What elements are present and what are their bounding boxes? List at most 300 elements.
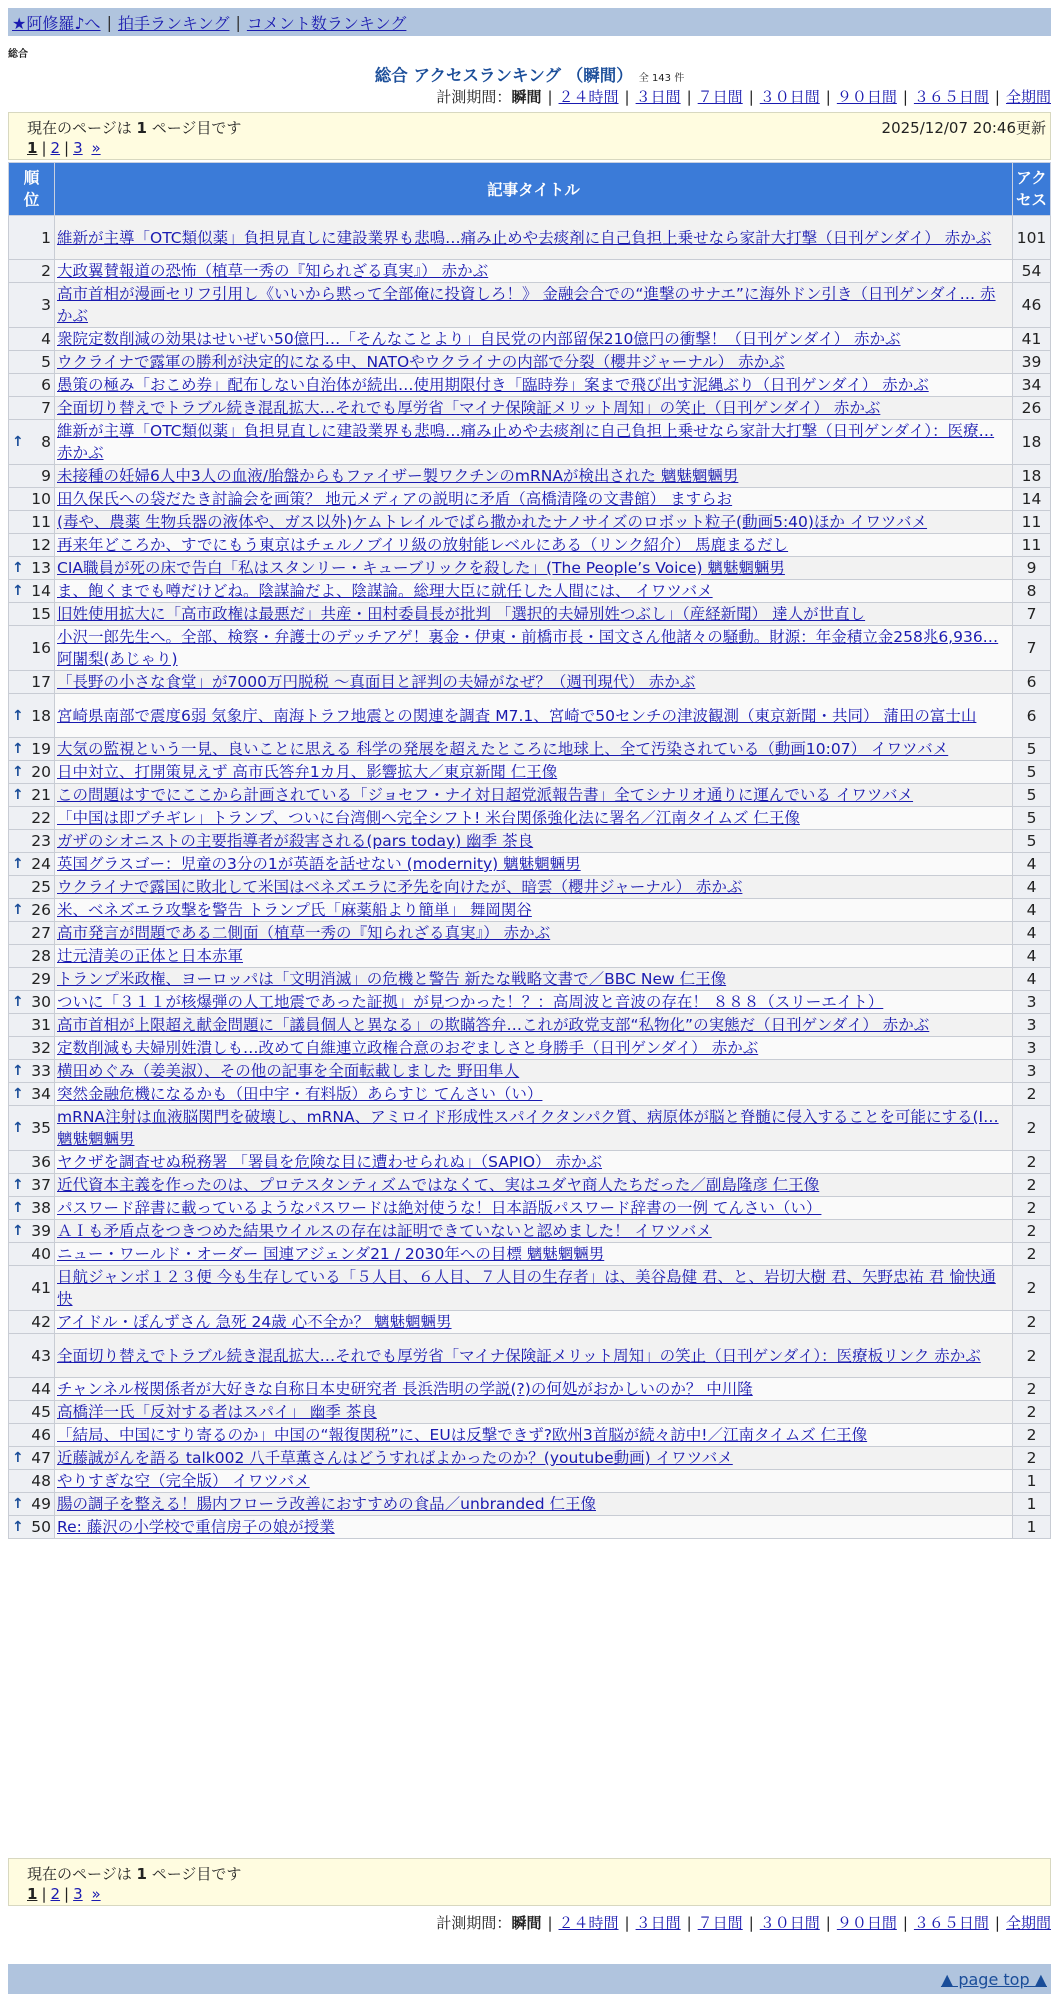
rank-number: 42 [31, 1313, 51, 1331]
title-cell [55, 968, 1013, 991]
article-link[interactable]: 再来年どころか、すでにもう東京はチェルノブイリ級の放射能レベルにある（リンク紹介） 馬鹿まるだし [57, 536, 789, 554]
rank-cell [9, 580, 55, 603]
page-links [27, 139, 101, 157]
rank-number: 15 [31, 605, 51, 623]
title-cell [55, 351, 1013, 374]
updated-timestamp: 2025/12/07 20:46更新 [881, 119, 1046, 137]
period-option[interactable]: ３６５日間 [913, 1914, 989, 1932]
access-count: 4 [1013, 945, 1051, 968]
rank-cell [9, 1060, 55, 1083]
arrow-up-icon: ↑ [12, 1177, 24, 1193]
comment-ranking-link[interactable]: コメント数ランキング [246, 13, 407, 33]
period-separator: | [547, 88, 553, 106]
article-link[interactable]: mRNA注射は血液脳関門を破壊し、mRNA、アミロイド形成性スパイクタンパク質、病原体が脳と脊髄に侵入することを可能にする(I… 魑魅魍魎男 [57, 1108, 999, 1148]
article-link[interactable]: チャンネル桜関係者が大好きな自称日本史研究者 長浜浩明の学説(?)の何処がおかしいのか？ 中川隆 [57, 1380, 753, 1398]
title-cell [55, 1266, 1013, 1311]
arrow-up-icon: ↑ [12, 1120, 24, 1136]
table-row [9, 1493, 1051, 1516]
access-count: 2 [1013, 1266, 1051, 1311]
rank-number: 17 [31, 673, 51, 691]
next-page-link[interactable]: » [91, 1885, 101, 1903]
title-cell [55, 397, 1013, 420]
rank-cell [9, 1334, 55, 1378]
rank-number: 50 [31, 1518, 51, 1536]
period-separator: | [994, 88, 1000, 106]
article-link[interactable]: 突然金融危機になるかも（田中宇・有料版）あらすじ てんさい（い） [57, 1085, 543, 1103]
category-label: 総合 [8, 49, 28, 60]
access-count: 4 [1013, 968, 1051, 991]
title-cell [55, 1311, 1013, 1334]
article-link[interactable]: 全面切り替えでトラブル続き混乱拡大…それでも厚労省「マイナ保険証メリット周知」の笑止（日刊ゲンダイ） 赤かぶ [57, 399, 881, 417]
table-row [9, 465, 1051, 488]
title-cell [55, 534, 1013, 557]
rank-number: 25 [31, 878, 51, 896]
title-cell [55, 853, 1013, 876]
rank-cell [9, 1243, 55, 1266]
table-row [9, 374, 1051, 397]
access-count: 14 [1013, 488, 1051, 511]
access-count: 2 [1013, 1106, 1051, 1151]
page-link[interactable]: 3 [73, 1885, 83, 1903]
article-link[interactable]: 辻元清美の正体と日本赤軍 [57, 947, 244, 965]
rank-cell [9, 1470, 55, 1493]
table-row [9, 1424, 1051, 1447]
arrow-up-icon: ↑ [12, 1223, 24, 1239]
title-cell [55, 671, 1013, 694]
rank-number: 32 [31, 1039, 51, 1057]
table-row [9, 1014, 1051, 1037]
rank-cell [9, 603, 55, 626]
title-cell [55, 580, 1013, 603]
access-count: 1 [1013, 1516, 1051, 1539]
rank-number: 29 [31, 970, 51, 988]
period-option[interactable]: ７日間 [697, 1914, 743, 1932]
page-link[interactable]: 2 [50, 1885, 61, 1903]
period-option[interactable]: ９０日間 [836, 1914, 897, 1932]
article-link[interactable]: ついに「３１１が核爆弾の人工地震であった証拠」が見つかった！？：高周波と音波の存在！ ８８８（スリーエイト） [57, 993, 884, 1011]
rank-number: 12 [31, 536, 51, 554]
rank-number: 36 [31, 1153, 51, 1171]
title-cell [55, 1378, 1013, 1401]
rank-number: 9 [41, 467, 51, 485]
title-cell [55, 1516, 1013, 1539]
arrow-up-icon: ↑ [12, 434, 24, 450]
article-link[interactable]: 田久保氏への袋だたき討論会を画策？ 地元メディアの説明に矛盾（高橋清隆の文書館） ますらお [57, 490, 733, 508]
table-row [9, 511, 1051, 534]
article-link[interactable]: ウクライナで露軍の勝利が決定的になる中、NATOやウクライナの内部で分裂（櫻井ジャーナル） 赤かぶ [57, 353, 785, 371]
period-option[interactable]: ７日間 [697, 88, 743, 106]
access-count: 2 [1013, 1151, 1051, 1174]
article-link[interactable]: 日航ジャンボ１２３便 今も生存している「５人目、６人目、７人目の生存者」は、美谷島健 君、と、岩切大樹 君、矢野忠祐 君 愉快通快 [57, 1268, 996, 1308]
rank-cell [9, 1447, 55, 1470]
table-row [9, 1447, 1051, 1470]
access-count: 7 [1013, 603, 1051, 626]
article-link[interactable]: アイドル・ぽんずさん 急死 24歳 心不全か？ 魑魅魍魎男 [57, 1313, 452, 1331]
rank-cell [9, 738, 55, 761]
title-cell [55, 1401, 1013, 1424]
rank-number: 26 [31, 901, 51, 919]
arrow-up-icon: ↑ [12, 764, 24, 780]
rank-number: 45 [31, 1403, 51, 1421]
rank-number: 46 [31, 1426, 51, 1444]
title-cell [55, 899, 1013, 922]
article-link[interactable]: 高市首相が上限超え献金問題に「議員個人と異なる」の欺瞞答弁…これが政党支部“私物化”の実態だ（日刊ゲンダイ） 赤かぶ [57, 1016, 930, 1034]
arrow-up-icon: ↑ [12, 994, 24, 1010]
article-link[interactable]: 宮崎県南部で震度6弱 気象庁、南海トラフ地震との関連を調査 M7.1、宮崎で50センチの津波観測（東京新聞・共同） 蒲田の富士山 [57, 706, 977, 725]
table-row [9, 283, 1051, 328]
access-count: 1 [1013, 1493, 1051, 1516]
access-count: 11 [1013, 511, 1051, 534]
article-link[interactable]: 米、ベネズエラ攻撃を警告 トランプ氏「麻薬船より簡単」 舞岡関谷 [57, 901, 532, 919]
access-count: 11 [1013, 534, 1051, 557]
article-link[interactable]: やりすぎな空（完全版） イワツバメ [57, 1472, 310, 1490]
period-label: 計測期間： [436, 88, 512, 106]
table-row [9, 351, 1051, 374]
title-cell [55, 374, 1013, 397]
page-separator: | [41, 1885, 47, 1903]
rank-number: 14 [31, 582, 51, 600]
access-count: 34 [1013, 374, 1051, 397]
article-link[interactable]: ガザのシオニストの主要指導者が殺害される(pars today) 幽季 茶良 [57, 832, 534, 850]
rank-number: 40 [31, 1245, 51, 1263]
rank-cell [9, 853, 55, 876]
article-link[interactable]: 「長野の小さな食堂」が7000万円脱税 ～真面目と評判の夫婦がなぜ？（週刊現代） 赤かぶ [57, 673, 696, 691]
rank-number: 35 [31, 1119, 51, 1137]
table-row [9, 626, 1051, 671]
period-separator: | [748, 1914, 754, 1932]
rank-number: 43 [31, 1346, 51, 1365]
access-count: 3 [1013, 1037, 1051, 1060]
rank-cell [9, 397, 55, 420]
article-link[interactable]: (毒や、農薬 生物兵器の液体や、ガス以外)ケムトレイルでばら撒かれたナノサイズのロボット粒子(動画5:40)ほか イワツバメ [57, 513, 928, 531]
rank-number: 24 [31, 855, 51, 873]
page-separator: | [41, 139, 47, 157]
table-row [9, 1243, 1051, 1266]
article-link[interactable]: 維新が主導「OTC類似薬」負担見直しに建設業界も悲鳴…痛み止めや去痰剤に自己負担上乗せなら家計大打撃（日刊ゲンダイ）：医療… 赤かぶ [57, 422, 995, 462]
article-link[interactable]: 維新が主導「OTC類似薬」負担見直しに建設業界も悲鳴…痛み止めや去痰剤に自己負担上乗せなら家計大打撃（日刊ゲンダイ） 赤かぶ [57, 228, 992, 247]
access-count: 2 [1013, 1334, 1051, 1378]
table-row [9, 945, 1051, 968]
rank-number: 30 [31, 993, 51, 1011]
table-row [9, 694, 1051, 738]
title-cell [55, 807, 1013, 830]
access-count: 46 [1013, 283, 1051, 328]
rank-cell [9, 1220, 55, 1243]
article-link[interactable]: 日中対立、打開策見えず 高市氏答弁1カ月、影響拡大／東京新聞 仁王像 [57, 763, 558, 781]
period-separator: | [624, 1914, 630, 1932]
access-count: 101 [1013, 216, 1051, 260]
rank-number: 8 [41, 433, 51, 451]
article-link[interactable]: トランプ米政権、ヨーロッパは「文明消滅」の危機と警告 新たな戦略文書で／BBC New 仁王像 [57, 970, 727, 988]
access-count: 54 [1013, 260, 1051, 283]
page-link[interactable]: 3 [73, 139, 83, 157]
rank-cell [9, 626, 55, 671]
table-row [9, 260, 1051, 283]
article-link[interactable]: ヤクザを調査せぬ税務署 「署員を危険な目に遭わせられぬ」（SAPIO） 赤かぶ [57, 1153, 602, 1171]
period-separator: | [902, 1914, 908, 1932]
table-row [9, 830, 1051, 853]
rank-number: 39 [31, 1222, 51, 1240]
page-separator: | [64, 1885, 70, 1903]
article-link[interactable]: 高橋洋一氏「反対する者はスパイ」 幽季 茶良 [57, 1403, 377, 1421]
access-count: 2 [1013, 1243, 1051, 1266]
article-link[interactable]: 小沢一郎先生へ。全部、検察・弁護士のデッチアゲ！裏金・伊東・前橋市長・国文さん他諸々の騒動。財源：年金積立金258兆6,936… 阿闍梨(あじゃり) [57, 628, 999, 668]
access-count: 2 [1013, 1197, 1051, 1220]
title-cell [55, 1470, 1013, 1493]
rank-cell [9, 991, 55, 1014]
table-row [9, 580, 1051, 603]
period-option[interactable]: ９０日間 [836, 88, 897, 106]
rank-number: 47 [31, 1449, 51, 1467]
period-option[interactable]: ３０日間 [759, 1914, 820, 1932]
table-row [9, 397, 1051, 420]
rank-number: 19 [31, 740, 51, 758]
period-separator: | [825, 88, 831, 106]
access-count: 2 [1013, 1083, 1051, 1106]
rank-cell [9, 1311, 55, 1334]
table-header-row [9, 163, 1051, 216]
period-option[interactable]: 全期間 [1005, 88, 1051, 106]
rank-cell [9, 671, 55, 694]
rank-cell [9, 283, 55, 328]
title-cell [55, 694, 1013, 738]
access-count: 5 [1013, 830, 1051, 853]
rank-cell [9, 488, 55, 511]
title-cell [55, 511, 1013, 534]
rank-number: 44 [31, 1380, 51, 1398]
rank-number: 37 [31, 1176, 51, 1194]
title-cell [55, 1243, 1013, 1266]
article-link[interactable]: 横田めぐみ（姜美淑）、その他の記事を全面転載しました 野田隼人 [57, 1062, 520, 1080]
table-row [9, 1470, 1051, 1493]
period-option[interactable]: ３０日間 [759, 88, 820, 106]
access-count: 4 [1013, 899, 1051, 922]
article-link[interactable]: 高市首相が漫画セリフ引用し《いいから黙って全部俺に投資しろ！》 金融会合での“進撃のサナエ”に海外ドン引き（日刊ゲンダイ… 赤かぶ [57, 285, 996, 325]
rank-number: 28 [31, 947, 51, 965]
rank-number: 38 [31, 1199, 51, 1217]
article-link[interactable]: 愚策の極み「おこめ券」配布しない自治体が続出…使用期限付き「臨時券」案まで飛び出す泥縄ぶり（日刊ゲンダイ） 赤かぶ [57, 376, 929, 394]
period-option[interactable]: ３日間 [635, 88, 681, 106]
arrow-up-icon: ↑ [12, 1519, 24, 1535]
article-link[interactable]: 衆院定数削減の効果はせいぜい50億円…「そんなことより」自民党の内部留保210億円の衝撃！（日刊ゲンダイ） 赤かぶ [57, 330, 901, 348]
article-link[interactable]: 近藤誠がんを語る talk002 八千草薫さんはどうすればよかったのか？(youtube動画) イワツバメ [57, 1449, 733, 1467]
period-option[interactable]: ３６５日間 [913, 88, 989, 106]
article-link[interactable]: 腸の調子を整える！腸内フローラ改善におすすめの食品／unbranded 仁王像 [57, 1495, 596, 1513]
table-row [9, 1060, 1051, 1083]
access-count: 5 [1013, 807, 1051, 830]
access-count: 2 [1013, 1174, 1051, 1197]
rank-cell [9, 557, 55, 580]
access-count: 18 [1013, 420, 1051, 465]
table-row [9, 738, 1051, 761]
rank-number: 41 [31, 1279, 51, 1297]
period-option[interactable]: 全期間 [1005, 1914, 1051, 1932]
rank-number: 3 [41, 296, 51, 314]
article-link[interactable]: ＡＩも矛盾点をつきつめた結果ウイルスの存在は証明できていないと認めました！ イワツバメ [57, 1222, 712, 1240]
table-row [9, 784, 1051, 807]
table-row [9, 899, 1051, 922]
table-row [9, 534, 1051, 557]
access-count: 2 [1013, 1424, 1051, 1447]
article-link[interactable]: 「中国は即ブチギレ」トランプ、ついに台湾側へ完全シフト! 米台関係強化法に署名／江南タイムズ 仁王像 [57, 809, 800, 827]
title-cell [55, 1424, 1013, 1447]
rank-cell [9, 945, 55, 968]
rank-number: 18 [31, 706, 51, 725]
access-count: 2 [1013, 1447, 1051, 1470]
period-option: 瞬間 [511, 88, 542, 106]
arrow-up-icon: ↑ [12, 1063, 24, 1079]
table-row [9, 1311, 1051, 1334]
period-separator: | [902, 88, 908, 106]
title-cell [55, 1060, 1013, 1083]
rank-cell [9, 1401, 55, 1424]
article-link[interactable]: この問題はすでにここから計画されている「ジョセフ・ナイ対日超党派報告書」全てシナリオ通りに運んでいる イワツバメ [57, 786, 914, 804]
rank-cell [9, 260, 55, 283]
page-link[interactable]: 1 [27, 1885, 38, 1903]
ranking-table [8, 162, 1051, 1539]
article-link[interactable]: ウクライナで露国に敗北して米国はベネズエラに矛先を向けたが、暗雲（櫻井ジャーナル） 赤かぶ [57, 878, 743, 896]
article-link[interactable]: 高市発言が問題である二側面（植草一秀の『知られざる真実』） 赤かぶ [57, 924, 551, 942]
rank-cell [9, 784, 55, 807]
table-row [9, 1083, 1051, 1106]
rank-cell [9, 1151, 55, 1174]
period-separator: | [825, 1914, 831, 1932]
access-count: 6 [1013, 671, 1051, 694]
rank-number: 33 [31, 1062, 51, 1080]
table-row [9, 876, 1051, 899]
rank-cell [9, 761, 55, 784]
rank-cell [9, 216, 55, 260]
rank-cell [9, 922, 55, 945]
rank-cell [9, 1106, 55, 1151]
access-header: アクセス [1013, 163, 1051, 216]
article-link[interactable]: ニュー・ワールド・オーダー 国連アジェンダ21 / 2030年への目標 魑魅魍魎男 [57, 1245, 605, 1263]
total-count: 全 143 件 [638, 73, 685, 84]
rank-cell [9, 511, 55, 534]
rank-cell [9, 1174, 55, 1197]
article-link[interactable]: CIA職員が死の床で告白「私はスタンリー・キューブリックを殺した」(The People’s Voice) 魑魅魍魎男 [57, 559, 785, 577]
rank-number: 23 [31, 832, 51, 850]
arrow-up-icon: ↑ [12, 583, 24, 599]
table-row [9, 1174, 1051, 1197]
article-link[interactable]: 大政翼賛報道の恐怖（植草一秀の『知られざる真実』） 赤かぶ [57, 262, 489, 280]
article-link[interactable]: 英国グラスゴー：児童の3分の1が英語を話せない (modernity) 魑魅魍魎男 [57, 855, 581, 873]
table-row [9, 328, 1051, 351]
table-row [9, 603, 1051, 626]
applause-ranking-link[interactable]: 拍手ランキング [117, 13, 230, 33]
article-link[interactable]: 「結局、中国にすり寄るのか」中国の“報復関税”に、EUは反撃できず?欧州3首脳が続々訪中!／江南タイムズ 仁王像 [57, 1426, 868, 1444]
rank-cell [9, 328, 55, 351]
rank-cell [9, 420, 55, 465]
table-row [9, 1151, 1051, 1174]
rank-number: 48 [31, 1472, 51, 1490]
period-option[interactable]: ３日間 [635, 1914, 681, 1932]
title-cell [55, 784, 1013, 807]
title-cell [55, 328, 1013, 351]
access-count: 3 [1013, 1060, 1051, 1083]
rank-cell [9, 1378, 55, 1401]
current-page-text: 現在のページは 1 ページ目です [27, 1865, 242, 1883]
table-row [9, 1106, 1051, 1151]
article-link[interactable]: 未接種の妊婦6人中3人の血液/胎盤からもファイザー製ワクチンのmRNAが検出された 魑魅魍魎男 [57, 467, 739, 485]
access-count: 6 [1013, 694, 1051, 738]
page-link[interactable]: 1 [27, 139, 38, 157]
rank-cell [9, 694, 55, 738]
table-row [9, 1266, 1051, 1311]
rank-cell [9, 807, 55, 830]
table-row [9, 1220, 1051, 1243]
table-row [9, 761, 1051, 784]
next-page-link[interactable]: » [91, 139, 101, 157]
page-top-link[interactable]: ▲ page top ▲ [940, 1970, 1047, 1989]
article-link[interactable]: 旧姓使用拡大に「高市政権は最悪だ」共産・田村委員長が批判 「選択的夫婦別姓つぶし」（産経新聞） 達人が世直し [57, 605, 866, 623]
rank-number: 31 [31, 1016, 51, 1034]
article-link[interactable]: Re: 藤沢の小学校で重信房子の娘が授業 [57, 1518, 335, 1536]
page-link[interactable]: 2 [50, 139, 61, 157]
article-link[interactable]: 近代資本主義を作ったのは、プロテスタンティズムではなくて、実はユダヤ商人たちだった／副島隆彦 仁王像 [57, 1176, 820, 1194]
title-cell [55, 761, 1013, 784]
arrow-up-icon: ↑ [12, 741, 24, 757]
table-row [9, 420, 1051, 465]
title-cell [55, 557, 1013, 580]
rank-cell [9, 876, 55, 899]
rank-number: 27 [31, 924, 51, 942]
title-cell [55, 260, 1013, 283]
title-cell [55, 420, 1013, 465]
title-cell [55, 1037, 1013, 1060]
page-title [0, 62, 1059, 86]
access-count: 4 [1013, 853, 1051, 876]
access-count: 18 [1013, 465, 1051, 488]
table-row [9, 671, 1051, 694]
title-cell [55, 1334, 1013, 1378]
table-row [9, 807, 1051, 830]
access-count: 5 [1013, 738, 1051, 761]
table-row [9, 1378, 1051, 1401]
article-link[interactable]: パスワード辞書に載っているようなパスワードは絶対使うな！日本語版パスワード辞書の一例 てんさい（い） [57, 1199, 822, 1217]
title-cell [55, 603, 1013, 626]
rank-cell [9, 830, 55, 853]
ranking-title: 総合 アクセスランキング （瞬間） [374, 66, 633, 85]
period-option[interactable]: ２４時間 [558, 1914, 619, 1932]
rank-cell [9, 1516, 55, 1539]
home-link[interactable]: ★阿修羅♪へ [12, 13, 101, 33]
article-link[interactable]: 定数削減も夫婦別姓潰しも…改めて自維連立政権合意のおぞましさと身勝手（日刊ゲンダイ） 赤かぶ [57, 1039, 759, 1057]
access-count: 5 [1013, 761, 1051, 784]
title-cell [55, 283, 1013, 328]
article-link[interactable]: 大気の監視という一見、良いことに思える 科学の発展を超えたところに地球上、全て汚染されている（動画10:07） イワツバメ [57, 740, 949, 758]
access-count: 9 [1013, 557, 1051, 580]
rank-cell [9, 1197, 55, 1220]
article-link[interactable]: ま、飽くまでも噂だけどね。陰謀論だよ、陰謀論。総理大臣に就任した人間には、 イワツバメ [57, 582, 713, 600]
page-links [27, 1885, 101, 1903]
period-separator: | [686, 88, 692, 106]
title-cell [55, 1493, 1013, 1516]
table-row [9, 922, 1051, 945]
access-count: 7 [1013, 626, 1051, 671]
rank-number: 1 [41, 228, 51, 247]
arrow-up-icon: ↑ [12, 856, 24, 872]
title-cell [55, 1197, 1013, 1220]
access-count: 3 [1013, 1014, 1051, 1037]
article-link[interactable]: 全面切り替えでトラブル続き混乱拡大…それでも厚労省「マイナ保険証メリット周知」の笑止（日刊ゲンダイ）：医療板リンク 赤かぶ [57, 1346, 981, 1365]
access-count: 4 [1013, 922, 1051, 945]
access-count: 2 [1013, 1311, 1051, 1334]
arrow-up-icon: ↑ [12, 1496, 24, 1512]
rank-number: 16 [31, 639, 51, 657]
table-row [9, 488, 1051, 511]
period-option[interactable]: ２４時間 [558, 88, 619, 106]
